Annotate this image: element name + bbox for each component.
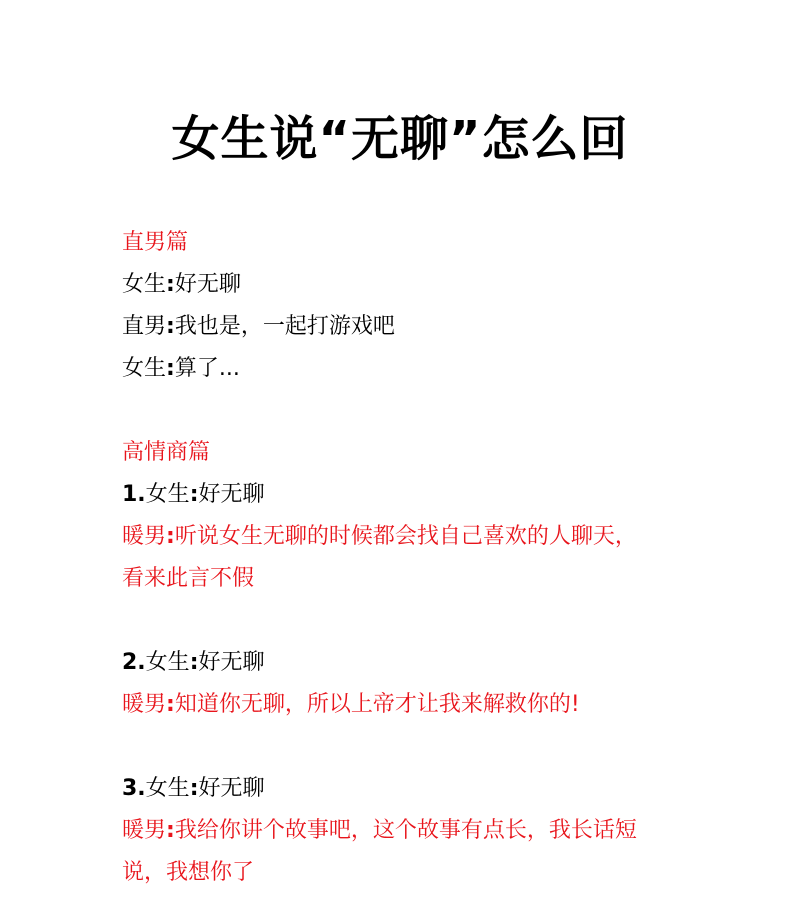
speaker-label: 暖男 (122, 692, 167, 717)
reply-line: 暖男:我给你讲个故事吧，这个故事有点长，我长话短 (122, 818, 637, 843)
dialogue-line: 女生:好无聊 (122, 272, 241, 297)
reply-text: 听说女生无聊的时候都会找自己喜欢的人聊天， (174, 524, 637, 549)
item-number: 1. (122, 482, 146, 507)
dialogue-text: 好无聊 (198, 482, 265, 507)
dialogue-line: 1.女生:好无聊 (122, 482, 265, 507)
page-title: 女生说“无聊”怎么回 (171, 111, 629, 167)
reply-text-continued: 说，我想你了 (122, 860, 255, 885)
dialogue-line: 直男:我也是，一起打游戏吧 (122, 314, 395, 339)
reply-line: 暖男:听说女生无聊的时候都会找自己喜欢的人聊天， (122, 524, 637, 549)
section-heading-high-eq: 高情商篇 (122, 440, 211, 465)
speaker-label: 直男 (122, 314, 167, 339)
speaker-label: 女生 (122, 272, 167, 297)
section-heading-straight-guy: 直男篇 (122, 230, 189, 255)
reply-text-continued: 看来此言不假 (122, 566, 255, 591)
speaker-label: 女生 (145, 482, 190, 507)
item-number: 2. (122, 650, 146, 675)
dialogue-text: 好无聊 (198, 776, 265, 801)
reply-line: 暖男:知道你无聊，所以上帝才让我来解救你的! (122, 692, 580, 717)
dialogue-text: 算了... (174, 356, 240, 381)
dialogue-line: 3.女生:好无聊 (122, 776, 265, 801)
dialogue-line: 2.女生:好无聊 (122, 650, 265, 675)
speaker-label: 暖男 (122, 818, 167, 843)
speaker-label: 女生 (122, 356, 167, 381)
dialogue-line: 女生:算了... (122, 356, 240, 381)
dialogue-text: 我也是，一起打游戏吧 (174, 314, 395, 339)
speaker-label: 女生 (145, 650, 190, 675)
reply-text: 我给你讲个故事吧，这个故事有点长，我长话短 (174, 818, 637, 843)
speaker-label: 暖男 (122, 524, 167, 549)
speaker-label: 女生 (145, 776, 190, 801)
dialogue-text: 好无聊 (174, 272, 241, 297)
reply-text: 知道你无聊，所以上帝才让我来解救你的! (174, 692, 580, 717)
dialogue-text: 好无聊 (198, 650, 265, 675)
item-number: 3. (122, 776, 146, 801)
